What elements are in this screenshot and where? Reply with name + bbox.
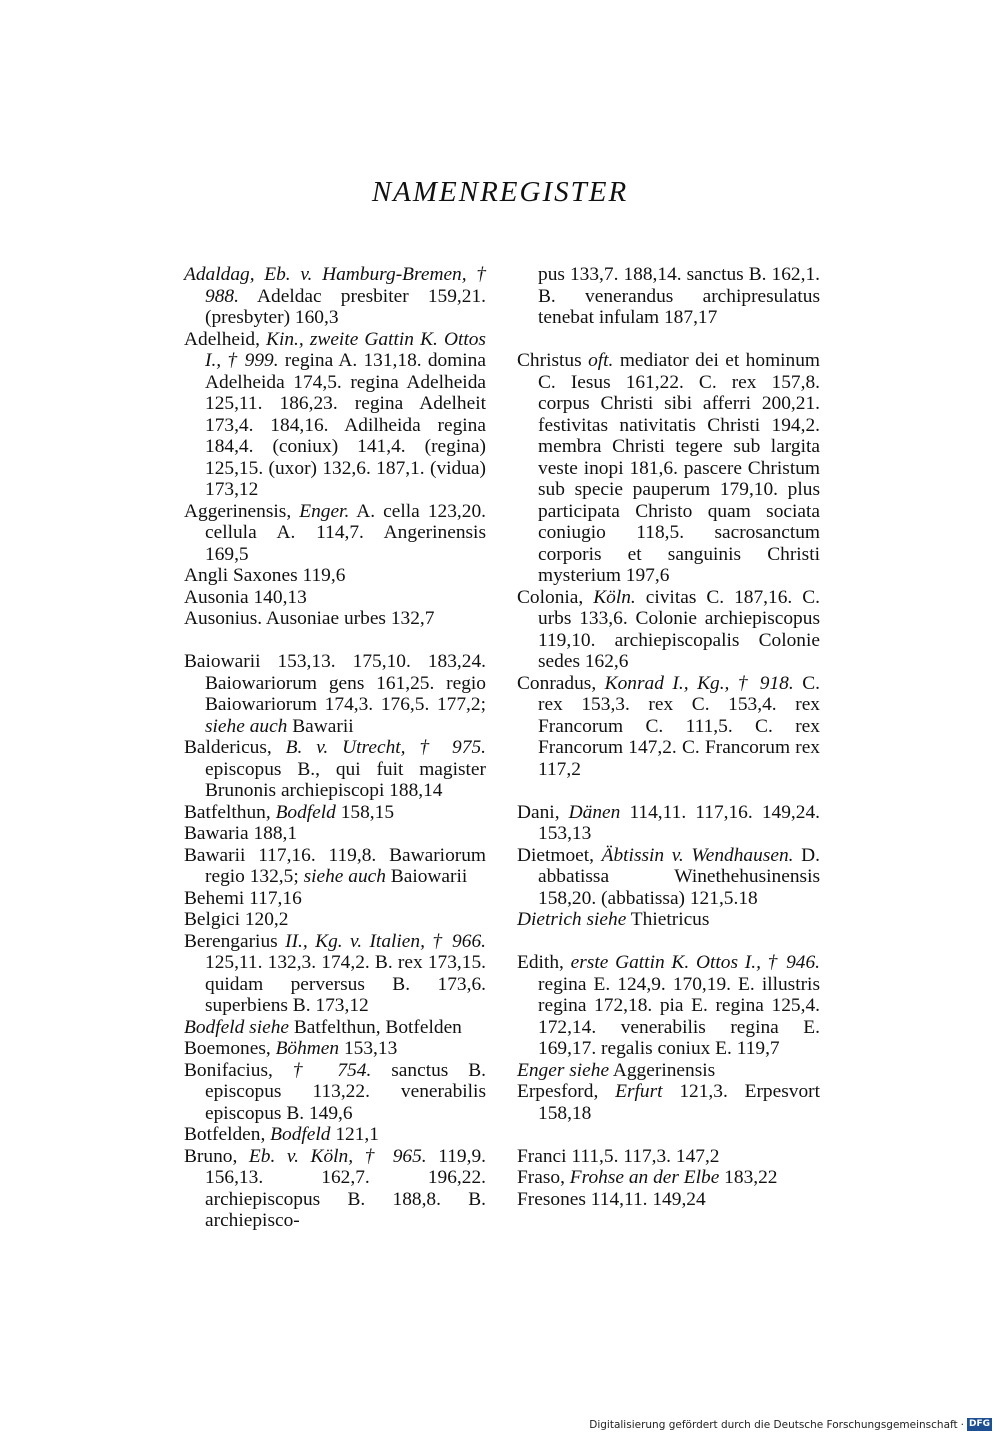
entry-text: Batfelthun, (184, 801, 276, 823)
entry-text: Fraso, (517, 1167, 570, 1188)
entry-annotation: Böhmen (275, 1038, 340, 1059)
index-entry (184, 329, 486, 501)
entry-text: 158,15 (335, 801, 395, 823)
entry-text: 183,22 (719, 1167, 778, 1188)
entry-text: Conradus, (517, 672, 605, 694)
index-entry (517, 264, 820, 329)
entry-text: 121,1 (330, 1124, 379, 1145)
entry-text: A. cella 123,20. cellula A. 114,7. Angerinensis 169,5 (205, 500, 486, 565)
entry-text: civitas C. 187,16. C. urbs 133,6. Colonie archiepiscopus 119,10. archiepiscopalis Colonie sedes 162,6 (538, 586, 820, 672)
entry-text: D. abbatissa Winethehusinensis 158,20. (abbatissa) 121,5.18 (538, 844, 820, 909)
index-entry (184, 651, 486, 737)
entry-annotation: Kin., zweite Gattin K. Ottos I., † 999. (205, 328, 486, 371)
entry-text: 125,11. 132,3. 174,2. B. rex 173,15. quidam perversus B. 173,6. superbiens B. 173,12 (205, 952, 486, 1016)
entry-text: Bawarii 117,16. 119,8. Bawariorum regio 132,5; (184, 844, 486, 887)
entry-text: Bonifacius, (184, 1059, 293, 1081)
index-entry (184, 1038, 486, 1060)
index-entry (184, 587, 486, 609)
entry-text: Bawaria 188,1 (184, 823, 298, 844)
entry-annotation: Dietrich siehe (517, 909, 627, 930)
index-entry (517, 1146, 820, 1168)
entry-text: Baldericus, (184, 737, 286, 758)
index-entry (184, 845, 486, 888)
entry-annotation: Enger. (299, 500, 350, 522)
entry-text: Baiowarii 153,13. 175,10. 183,24. Baiowariorum gens 161,25. regio Baiowariorum 174,3. 176,5. 177,2; (184, 651, 486, 715)
entry-annotation: Bodfeld (270, 1124, 331, 1145)
entry-text: Thietricus (626, 909, 710, 930)
entry-text: 119,9. 156,13. 162,7. 196,22. archiepiscopus B. 188,8. B. archiepisco- (205, 1145, 487, 1231)
entry-annotation: Erfurt (615, 1081, 663, 1102)
index-entry (517, 1189, 820, 1211)
entry-annotation: Äbtissin v. Wendhausen. (601, 844, 794, 866)
entry-annotation: Eb. v. Köln, † 965. (248, 1145, 427, 1167)
entry-text: sanctus B. episcopus 113,22. venerabilis episcopus B. 149,6 (205, 1059, 486, 1124)
entry-text: pus 133,7. 188,14. sanctus B. 162,1. B. venerandus archipresulatus tenebat infulam 187,17 (538, 264, 820, 328)
index-entry (184, 888, 486, 910)
entry-annotation: siehe auch (205, 715, 288, 737)
index-entry (184, 802, 486, 824)
entry-text: Colonia, (517, 586, 594, 608)
index-entry (517, 1081, 820, 1124)
index-entry (184, 264, 486, 329)
entry-text: Ausonia 140,13 (184, 586, 307, 608)
entry-text: 153,13 (339, 1038, 398, 1059)
entry-annotation: Köln. (593, 586, 636, 608)
entry-text: Fresones 114,11. 149,24 (517, 1188, 706, 1210)
index-entry (517, 909, 820, 931)
index-entry (517, 952, 820, 1060)
entry-text: Christus (517, 350, 589, 371)
footer-text: Digitalisierung gefördert durch die Deutsche Forschungsgemeinschaft (589, 1418, 958, 1431)
entry-text: Belgici 120,2 (184, 909, 289, 930)
entry-annotation: Enger siehe (517, 1059, 610, 1081)
entry-annotation: Adaldag, Eb. v. Hamburg-Bremen, † 988. (184, 264, 486, 307)
entry-annotation: Dänen (568, 801, 621, 823)
index-entry (517, 1167, 820, 1189)
entry-annotation: Frohse an der Elbe (569, 1167, 720, 1188)
index-column-left (184, 264, 486, 1232)
entry-text: 121,3. Erpesvort 158,18 (538, 1081, 820, 1124)
entry-annotation: erste Gattin K. Ottos I., † 946. (570, 952, 820, 973)
entry-annotation: II., Kg. v. Italien, † 966. (285, 930, 486, 952)
index-entry (184, 565, 486, 587)
entry-text: Ausonius. Ausoniae urbes 132,7 (184, 608, 435, 629)
entry-text: Angli Saxones 119,6 (184, 565, 346, 586)
entry-annotation: siehe auch (303, 866, 386, 887)
entry-text: Franci 111,5. 117,3. 147,2 (517, 1145, 720, 1167)
entry-text: Adelheid, (184, 328, 267, 350)
footer-separator: · (960, 1418, 964, 1431)
index-entry (517, 673, 820, 781)
index-entry (184, 1017, 486, 1039)
entry-text: Behemi 117,16 (184, 887, 302, 909)
entry-text: Erpesford, (517, 1081, 616, 1102)
entry-text: Batfelthun, Botfelden (289, 1016, 462, 1038)
page-title: NAMENREGISTER (371, 176, 629, 208)
entry-text: Bawarii (287, 715, 354, 737)
entry-text: 114,11. 117,16. 149,24. 153,13 (538, 801, 820, 844)
index-column-right (517, 264, 820, 1210)
entry-annotation: Bodfeld siehe (184, 1016, 290, 1038)
entry-text: Berengarius (184, 930, 286, 952)
index-entry (517, 350, 820, 587)
entry-text: regina A. 131,18. domina Adelheida 174,5. regina Adelheida 125,11. 186,23. regina Adelheit 173,4. 184,16. Adilheida regina 184,4. (coniux) 141,4. (regina) 125,15. (uxor) 132,6. 187,1. (vidua) 173,12 (205, 350, 486, 500)
entry-annotation: † 754. (292, 1059, 372, 1081)
entry-text: Aggerinensis (609, 1059, 716, 1081)
entry-text: mediator dei et hominum C. Iesus 161,22. C. rex 157,8. corpus Christi sibi afferri 200,21. festivitas nativitatis Christi 194,2. membra Christi tegere sub largita veste inopi 181,6. pascere Christum sub specie pauperum 179,10. plus participata Christo quam sociata coniugio 118,5. sacrosanctum corporis et sanguinis Christi mysterium 197,6 (538, 350, 821, 586)
index-entry (184, 737, 486, 802)
index-entry (517, 802, 820, 845)
index-entry (184, 1124, 486, 1146)
entry-text: regina E. 124,9. 170,19. E. illustris regina 172,18. pia E. regina 125,4. 172,14. venerabilis regina E. 169,17. regalis coniux E. 119,7 (538, 973, 820, 1059)
entry-annotation: B. v. Utrecht, † 975. (285, 737, 486, 758)
entry-text: C. rex 153,3. rex C. 153,4. rex Francorum C. 111,5. C. rex Francorum 147,2. C. Francorum rex 117,2 (538, 672, 820, 780)
index-entry (517, 587, 820, 673)
index-entry (184, 909, 486, 931)
dfg-logo: DFG (968, 1419, 990, 1429)
entry-text: Dietmoet, (517, 844, 602, 866)
index-entry (517, 1060, 820, 1082)
entry-text: Adeldac presbiter 159,21. (presbyter) 160,3 (205, 285, 486, 328)
index-entry (184, 1060, 486, 1125)
entry-text: Aggerinensis, (184, 500, 300, 522)
index-entry (184, 608, 486, 630)
index-entry (184, 1146, 486, 1232)
entry-annotation: Bodfeld (275, 801, 336, 823)
entry-annotation: oft. (588, 350, 614, 371)
entry-text: Bruno, (184, 1145, 249, 1167)
index-entry (184, 823, 486, 845)
entry-text: Edith, (517, 952, 571, 973)
entry-text: Boemones, (184, 1038, 276, 1059)
index-entry (184, 931, 486, 1017)
entry-text: Dani, (517, 801, 569, 823)
footer-credit (589, 1418, 992, 1431)
entry-text: Baiowarii (385, 866, 468, 887)
entry-text: episcopus B., qui fuit magister Brunonis archiepiscopi 188,14 (205, 758, 486, 801)
index-entry (517, 845, 820, 910)
entry-text: Botfelden, (184, 1124, 271, 1145)
entry-annotation: Konrad I., Kg., † 918. (604, 672, 794, 694)
index-entry (184, 501, 486, 566)
